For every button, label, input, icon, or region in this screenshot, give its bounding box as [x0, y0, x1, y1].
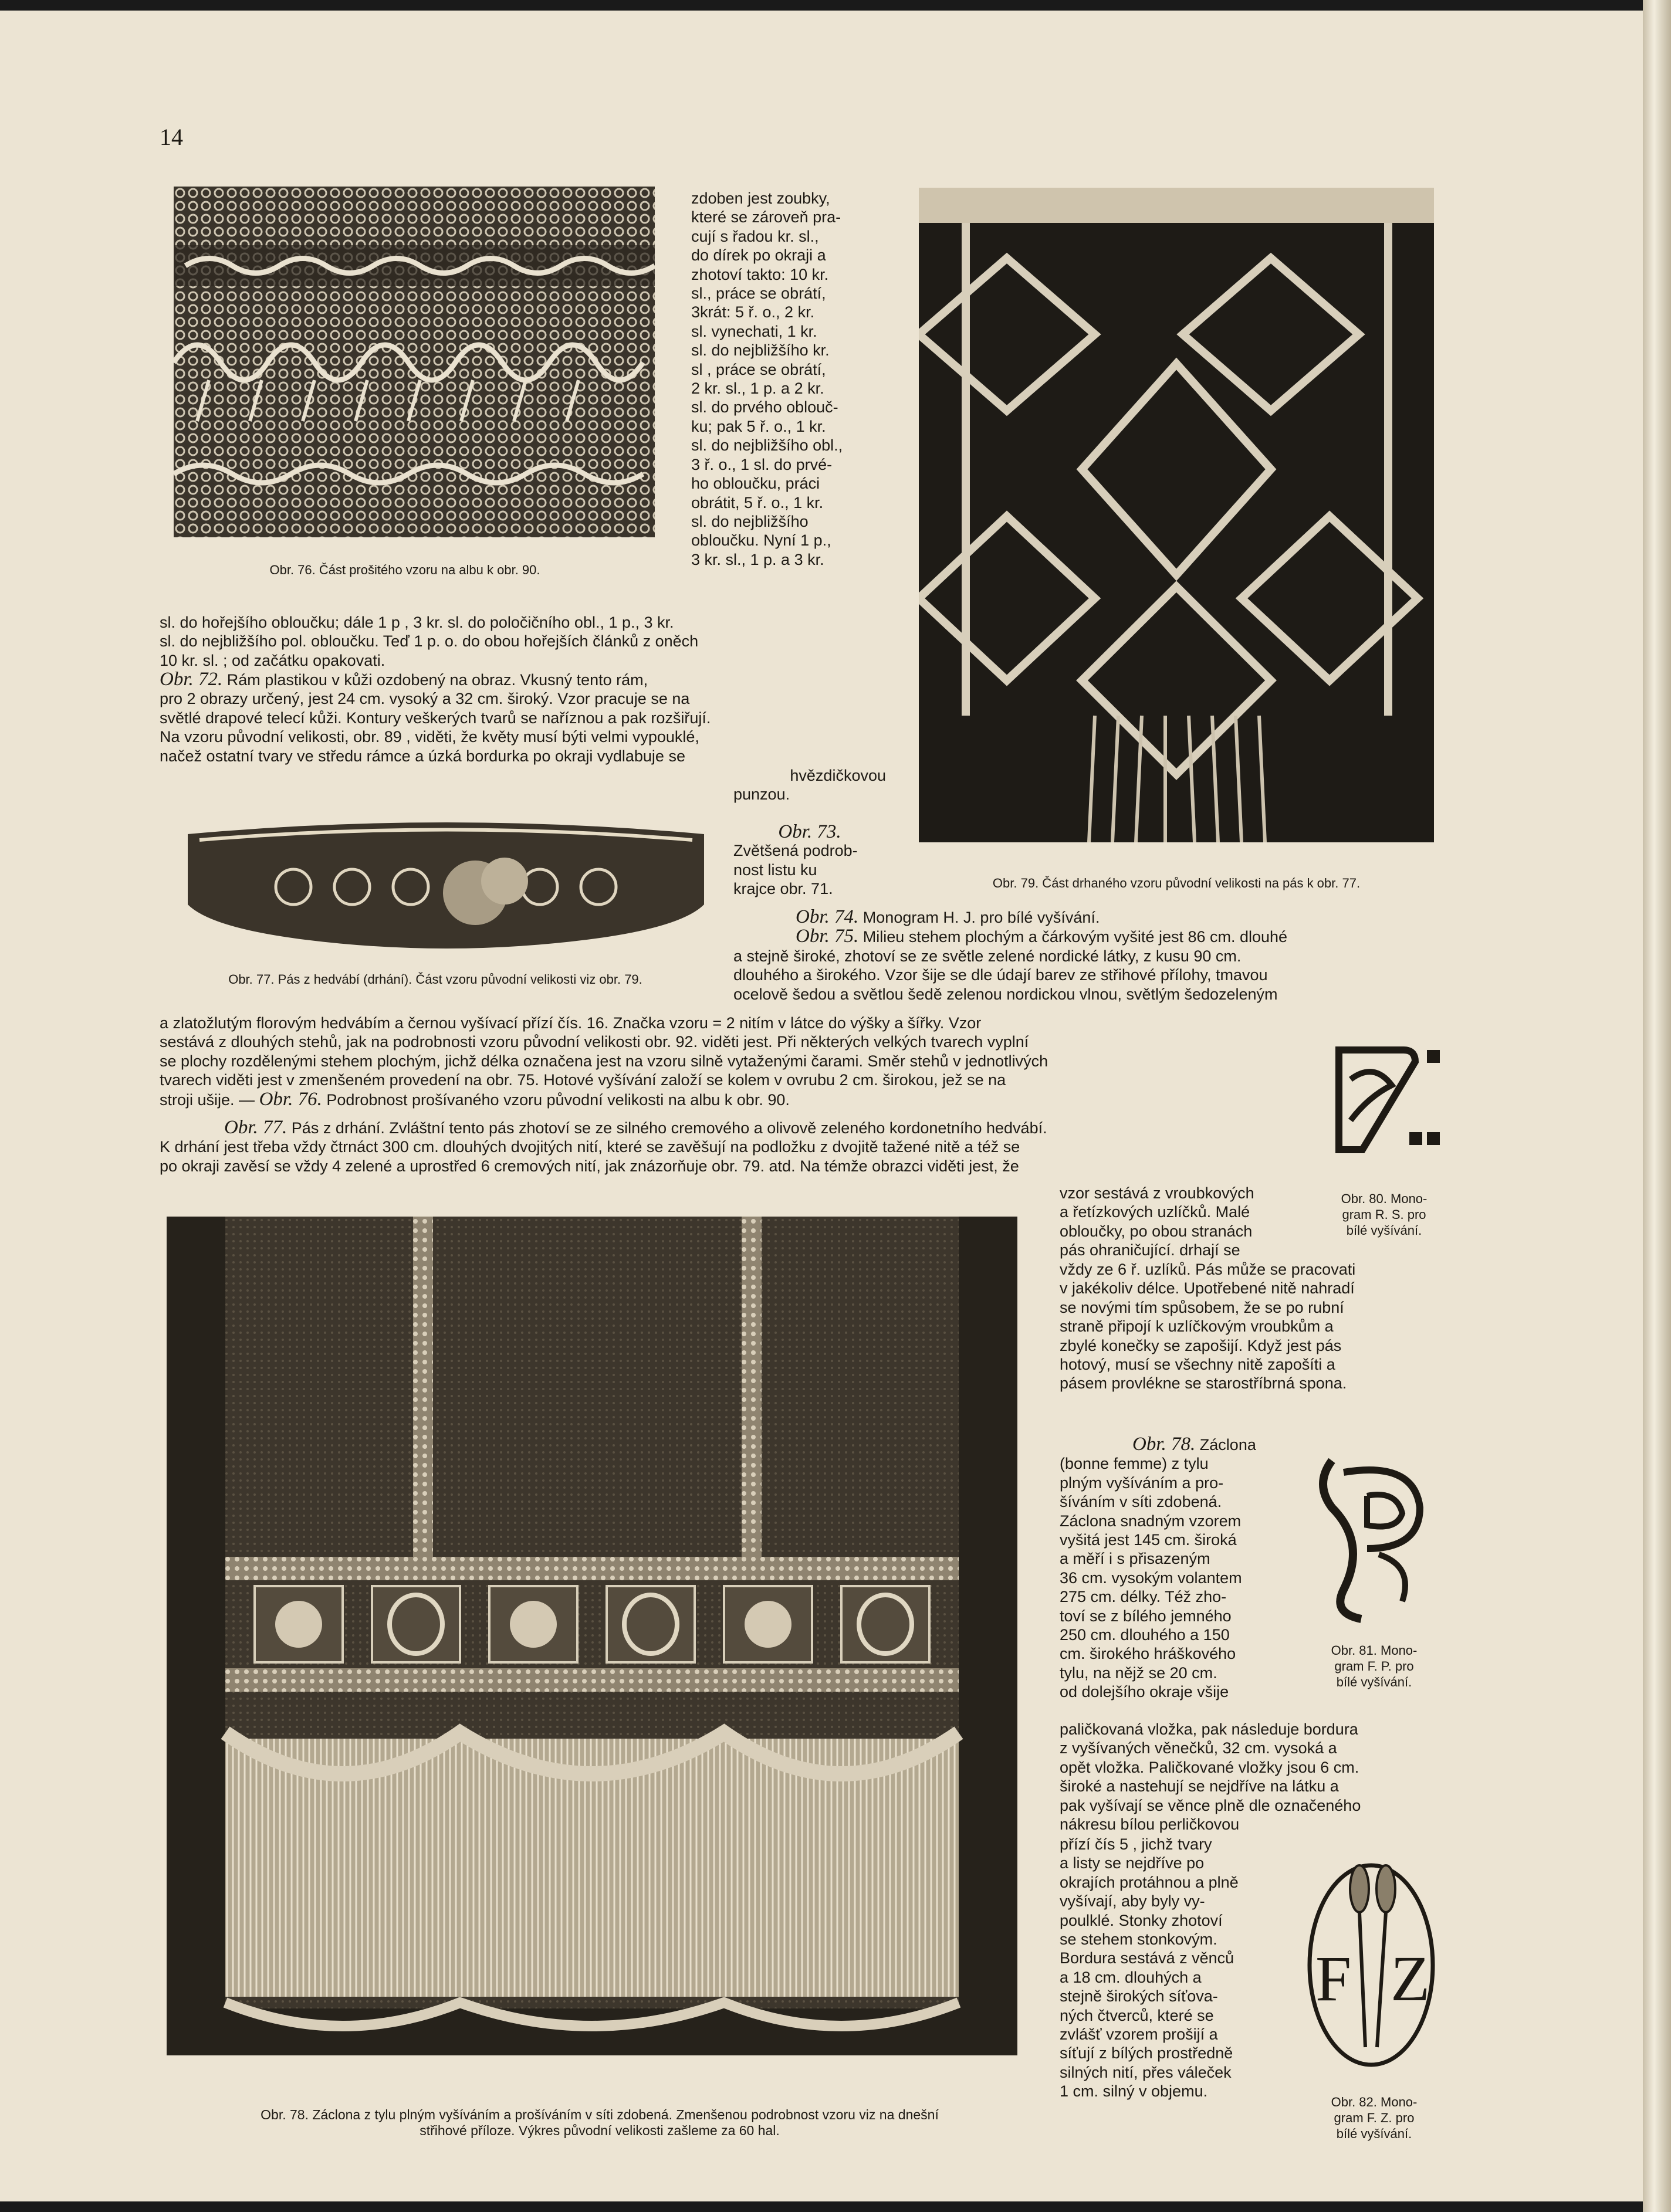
caption-obr78: Obr. 78. Záclona z tylu plným vyšíváním a prošíváním v síti zdobená. Zmenšenou podrobnost vzoru viz na dnešní střihové příloze. Výkres původní velikosti zašleme za 60 hal.	[261, 2107, 939, 2138]
monogram-obr81	[1308, 1449, 1437, 1625]
monogram-obr82	[1304, 1848, 1439, 2071]
caption-obr80: Obr. 80. Mono- gram R. S. pro bílé vyšívání.	[1341, 1191, 1428, 1238]
text-obr72-tail: hvězdičkovou punzou.	[733, 767, 886, 804]
text-obr72: Obr. 72. Rám plastikou v kůži ozdobený na obraz. Vkusný tento rám, pro 2 obrazy určený, jest 24 cm. vysoký a 32 cm. široký. Vzor pracuje se na světlé drapové telecí kůži. Kontury veškerých tvarů se naříznou a pak rozšiřují. Na vzoru původní velikosti, obr. 89 , viděti, že květy musí býti velmi vypouklé, načež ostatní tvary ve středu rámce a úzká bordurka po okraji vydlabuje se	[160, 669, 711, 765]
photo-obr79	[919, 188, 1434, 842]
text-obr75-body: a zlatožlutým florovým hedvábím a černou vyšívací přízí čís. 16. Značka vzoru = 2 nitím v látce do výšky a šířky. Vzor sestává z dlouhých stehů, jak na podrobnosti vzoru původní velikosti obr. 92. viděti jest. Při některých velkých tvarech vyplní se plochy rozdělenými stehem plochým, jichž délka označena jest na vzoru silně vytaženými čarami. Směr stehů v jednotlivých tvarech viděti jest v zmenšeném provedení na obr. 75. Hotové vyšívání založí se kolem v ovrubu 2 cm. širokou, jež se na stroji ušije. — Obr. 76. Podrobnost prošívaného vzoru původní velikosti na albu k obr. 90.	[160, 1014, 1048, 1110]
text-obr77-right: vzor sestává z vroubkových a řetízkových uzlíčků. Malé obloučky, po obou stranách pás ohraničující. drhají se	[1060, 1184, 1254, 1259]
caption-obr82: Obr. 82. Mono- gram F. Z. pro bílé vyšívání.	[1331, 2095, 1418, 2141]
text-obr77: Obr. 77. Pás z drhání. Zvláštní tento pás zhotoví se ze silného cremového a olivově zeleného kordonetního hedvábí. K drhání jest třeba vždy čtrnáct 300 cm. dlouhých dvojitých nití, které se zavěšují na podložku z dvojitě tažené nitě a též se po okraji zavěsí se vždy 4 zelené a uprostřed 6 cremových nití, jak znázorňuje obr. 79. atd. Na témže obrazci viděti jest, že	[160, 1117, 1047, 1175]
text-obr74: Obr. 74. Monogram H. J. pro bílé vyšívání.	[796, 906, 1100, 927]
text-obr78-wide: paličkovaná vložka, pak následuje bordura z vyšívaných věnečků, 32 cm. vysoká a opět vložka. Paličkované vložky jsou 6 cm. široké a nastehují se nejdříve na látku a pak vyšívají se věnce plně dle označeného nákresu bílou perličkovou	[1060, 1720, 1361, 1834]
caption-obr76: Obr. 76. Část prošitého vzoru na albu k obr. 90.	[269, 563, 540, 577]
photo-obr77	[176, 817, 716, 957]
photo-obr76	[174, 187, 655, 537]
text-obr77-right-wide: vždy ze 6 ř. uzlíků. Pás může se pracovati v jakékoliv délce. Upotřebené nitě nahradí se novými tím spůsobem, že se po rubní straně připojí k uzlíčkovým vroubkům a zbylé konečky se zapošijí. Když jest pás hotový, musí se všechny nitě zapošíti a pásem provlékne se starostříbrná spona.	[1060, 1261, 1356, 1393]
text-obr75-head: Obr. 75. Milieu stehem plochým a čárkovým vyšité jest 86 cm. dlouhé	[796, 926, 1288, 947]
caption-obr77: Obr. 77. Pás z hedvábí (drhání). Část vzoru původní velikosti viz obr. 79.	[228, 972, 642, 987]
text-block-a: sl. do hořejšího obloučku; dále 1 p , 3 kr. sl. do poločičního obl., 1 p., 3 kr. sl. do nejbližšího pol. obloučku. Teď 1 p. o. do obou hořejších článků z oněch 10 kr. sl. ; od začátku opakovati.	[160, 614, 699, 669]
caption-obr81: Obr. 81. Mono- gram F. P. pro bílé vyšívání.	[1331, 1643, 1418, 1689]
text-obr78: Obr. 78. Záclona (bonne femme) z tylu plným vyšíváním a pro- šíváním v síti zdobená. Záclona snadným vzorem vyšitá jest 145 cm. široká a měří i s přisazeným 36 cm. vysokým volantem 275 cm. délky. Též zho- toví se z bílého jemného 250 cm. dlouhého a 150 cm. širokého hráškového tylu, na nějž se 20 cm. od dolejšího okraje všije	[1060, 1434, 1256, 1701]
monogram-obr80	[1327, 1044, 1445, 1161]
text-obr78-narrow: přízí čís 5 , jichž tvary a listy se nejdříve po okrajích protáhnou a plně vyšívají, aby byly vy- poulklé. Stonky zhotoví se stehem stonkovým. Bordura sestává z věnců a 18 cm. dlouhých a stejně širokých síťova- ných čtverců, které se zvlášť vzorem prošijí a síťují z bílých prostředně silných nití, přes váleček 1 cm. silný v objemu.	[1060, 1835, 1239, 2101]
photo-obr78	[167, 1217, 1017, 2055]
page-edge	[1643, 0, 1671, 2212]
caption-obr79: Obr. 79. Část drhaného vzoru původní velikosti na pás k obr. 77.	[992, 876, 1361, 890]
monogram-letter-z: Z	[1391, 1943, 1430, 2014]
page-number: 14	[160, 124, 183, 150]
text-obr75-indent: a stejně široké, zhotoví se ze světle zelené nordické látky, z kusu 90 cm. dlouhého a širokého. Vzor šije se dle údají barev ze střihové přílohy, tmavou ocelově šedou a světlou šedě zelenou nordickou vlnou, světlým šedozeleným	[733, 947, 1278, 1003]
text-obr73: Obr. 73. Zvětšená podrob- nost listu ku krajce obr. 71.	[733, 821, 858, 898]
text-column-top: zdoben jest zoubky, které se zároveň pra- cují s řadou kr. sl., do dírek po okraji a zhotoví takto: 10 kr. sl., práce se obrátí, 3krát: 5 ř. o., 2 kr. sl. vynechati, 1 kr. sl. do nejbližšího kr. sl , práce se obrátí, 2 kr. sl., 1 p. a 2 kr. sl. do prvého oblouč- ku; pak 5 ř. o., 1 kr. sl. do nejbližšího obl., 3 ř. o., 1 sl. do prvé- ho obloučku, práci obrátit, 5 ř. o., 1 kr. sl. do nejbližšího obloučku. Nyní 1 p., 3 kr. sl., 1 p. a 3 kr.	[691, 189, 843, 568]
monogram-letter-f: F	[1315, 1943, 1352, 2014]
